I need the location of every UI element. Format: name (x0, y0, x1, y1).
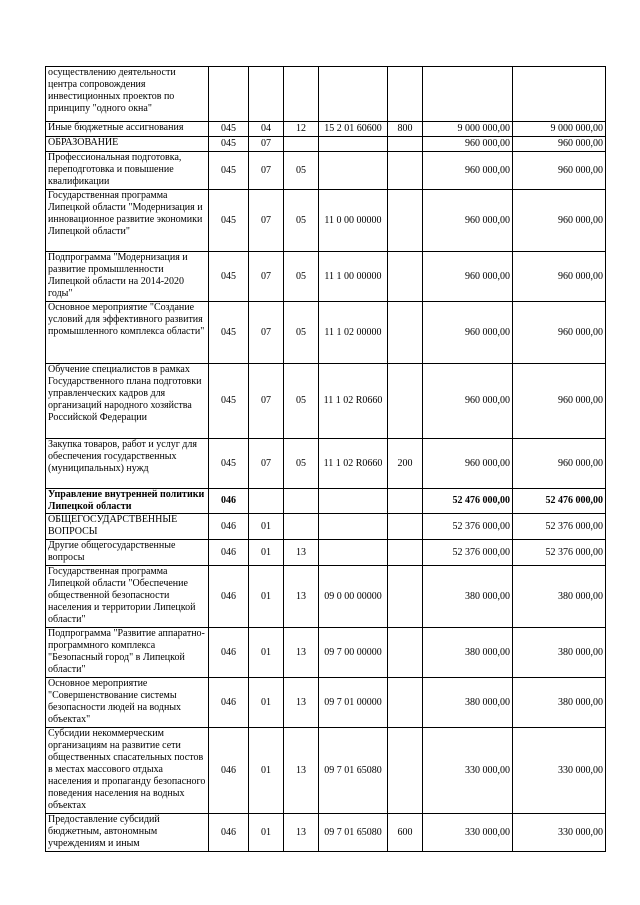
row-name: Основное мероприятие "Совершенствование системы безопасности людей на водных объектах" (46, 678, 209, 728)
row-csr: 11 1 00 00000 (319, 252, 388, 302)
row-sum1 (423, 67, 513, 122)
row-vr (388, 566, 423, 628)
row-pr: 05 (284, 252, 319, 302)
table-row (46, 514, 606, 540)
row-sum2: 380 000,00 (513, 628, 606, 678)
row-ved: 046 (209, 814, 249, 852)
table-row (46, 67, 606, 122)
budget-table (45, 66, 606, 852)
row-pr: 13 (284, 566, 319, 628)
table-row (46, 439, 606, 489)
row-csr: 11 1 02 R0660 (319, 439, 388, 489)
table-row (46, 302, 606, 364)
row-csr: 09 7 01 00000 (319, 678, 388, 728)
row-pr (284, 514, 319, 540)
table-row (46, 489, 606, 514)
row-sum2: 380 000,00 (513, 678, 606, 728)
row-vr (388, 190, 423, 252)
row-ved: 046 (209, 566, 249, 628)
row-name: Субсидии некоммерческим организациям на развитие сети общественных спасательных постов в местах массового отдыха населения и пропаганду безопасного поведения населения на водных объектах (46, 728, 209, 814)
row-name: осуществлению деятельности центра сопровождения инвестиционных проектов по принципу "одного окна" (46, 67, 209, 122)
row-name: Обучение специалистов в рамках Государственного плана подготовки управленческих кадров для организаций народного хозяйства Российской Федерации (46, 364, 209, 439)
table-row (46, 252, 606, 302)
row-pr: 05 (284, 152, 319, 190)
row-ved: 045 (209, 137, 249, 152)
row-csr: 09 7 01 65080 (319, 814, 388, 852)
row-pr: 13 (284, 814, 319, 852)
row-rz: 01 (249, 628, 284, 678)
row-name: Предоставление субсидий бюджетным, автономным учреждениям и иным (46, 814, 209, 852)
row-vr (388, 152, 423, 190)
row-sum1: 960 000,00 (423, 152, 513, 190)
table-row (46, 566, 606, 628)
row-sum1: 330 000,00 (423, 728, 513, 814)
row-pr: 13 (284, 628, 319, 678)
row-sum1: 330 000,00 (423, 814, 513, 852)
row-pr: 05 (284, 302, 319, 364)
row-rz (249, 489, 284, 514)
row-ved: 046 (209, 728, 249, 814)
row-sum2: 330 000,00 (513, 728, 606, 814)
row-csr: 09 7 01 65080 (319, 728, 388, 814)
row-name: Иные бюджетные ассигнования (46, 122, 209, 137)
table-row (46, 540, 606, 566)
table-row (46, 122, 606, 137)
row-vr (388, 489, 423, 514)
table-row (46, 628, 606, 678)
row-sum2: 330 000,00 (513, 814, 606, 852)
row-sum2 (513, 67, 606, 122)
row-csr: 11 0 00 00000 (319, 190, 388, 252)
row-pr: 13 (284, 728, 319, 814)
row-name: Управление внутренней политики Липецкой области (46, 489, 209, 514)
row-rz: 07 (249, 439, 284, 489)
row-vr: 200 (388, 439, 423, 489)
row-sum2: 52 376 000,00 (513, 540, 606, 566)
row-ved: 046 (209, 514, 249, 540)
row-name: Профессиональная подготовка, переподготовка и повышение квалификации (46, 152, 209, 190)
row-sum1: 52 376 000,00 (423, 540, 513, 566)
row-rz (249, 67, 284, 122)
row-rz: 01 (249, 540, 284, 566)
row-sum1: 960 000,00 (423, 364, 513, 439)
row-name: ОБРАЗОВАНИЕ (46, 137, 209, 152)
row-sum2: 960 000,00 (513, 364, 606, 439)
row-rz: 04 (249, 122, 284, 137)
row-pr (284, 489, 319, 514)
row-ved: 045 (209, 122, 249, 137)
row-pr: 05 (284, 364, 319, 439)
row-vr (388, 364, 423, 439)
row-ved: 046 (209, 489, 249, 514)
row-ved: 046 (209, 540, 249, 566)
row-csr: 09 7 00 00000 (319, 628, 388, 678)
row-rz: 07 (249, 252, 284, 302)
row-vr (388, 678, 423, 728)
row-sum1: 960 000,00 (423, 302, 513, 364)
row-name: Закупка товаров, работ и услуг для обеспечения государственных (муниципальных) нужд (46, 439, 209, 489)
row-csr (319, 137, 388, 152)
row-vr: 600 (388, 814, 423, 852)
row-rz: 07 (249, 302, 284, 364)
row-csr: 15 2 01 60600 (319, 122, 388, 137)
row-pr: 12 (284, 122, 319, 137)
row-csr: 11 1 02 R0660 (319, 364, 388, 439)
table-row (46, 728, 606, 814)
row-ved (209, 67, 249, 122)
row-csr (319, 489, 388, 514)
row-vr (388, 628, 423, 678)
row-csr: 11 1 02 00000 (319, 302, 388, 364)
row-sum1: 960 000,00 (423, 439, 513, 489)
row-ved: 046 (209, 628, 249, 678)
row-rz: 01 (249, 814, 284, 852)
table-row (46, 678, 606, 728)
table-row (46, 137, 606, 152)
table-row (46, 364, 606, 439)
row-pr: 13 (284, 540, 319, 566)
row-name: Государственная программа Липецкой области "Обеспечение общественной безопасности населения и территории Липецкой области" (46, 566, 209, 628)
row-pr: 13 (284, 678, 319, 728)
table-row (46, 152, 606, 190)
row-ved: 046 (209, 678, 249, 728)
row-sum2: 9 000 000,00 (513, 122, 606, 137)
row-pr: 05 (284, 190, 319, 252)
row-rz: 01 (249, 566, 284, 628)
row-vr (388, 137, 423, 152)
row-sum1: 52 476 000,00 (423, 489, 513, 514)
row-name: Подпрограмма "Модернизация и развитие промышленности Липецкой области на 2014-2020 годы" (46, 252, 209, 302)
row-rz: 01 (249, 728, 284, 814)
row-ved: 045 (209, 302, 249, 364)
row-sum1: 960 000,00 (423, 190, 513, 252)
row-sum1: 380 000,00 (423, 628, 513, 678)
row-vr (388, 728, 423, 814)
row-csr (319, 152, 388, 190)
row-csr (319, 514, 388, 540)
row-vr (388, 252, 423, 302)
row-rz: 07 (249, 364, 284, 439)
row-sum2: 960 000,00 (513, 302, 606, 364)
row-ved: 045 (209, 439, 249, 489)
row-ved: 045 (209, 190, 249, 252)
row-sum2: 960 000,00 (513, 252, 606, 302)
row-vr (388, 514, 423, 540)
row-sum2: 960 000,00 (513, 137, 606, 152)
row-rz: 07 (249, 190, 284, 252)
row-vr: 800 (388, 122, 423, 137)
row-name: ОБЩЕГОСУДАРСТВЕННЫЕ ВОПРОСЫ (46, 514, 209, 540)
row-csr (319, 540, 388, 566)
table-row (46, 814, 606, 852)
row-rz: 07 (249, 152, 284, 190)
row-vr (388, 67, 423, 122)
row-ved: 045 (209, 364, 249, 439)
row-sum2: 52 376 000,00 (513, 514, 606, 540)
row-sum2: 960 000,00 (513, 439, 606, 489)
row-rz: 07 (249, 137, 284, 152)
row-sum1: 380 000,00 (423, 566, 513, 628)
row-name: Подпрограмма "Развитие аппаратно-программного комплекса "Безопасный город" в Липецкой области" (46, 628, 209, 678)
row-vr (388, 540, 423, 566)
row-pr (284, 137, 319, 152)
row-sum1: 52 376 000,00 (423, 514, 513, 540)
row-name: Основное мероприятие "Создание условий для эффективного развития промышленного комплекса области" (46, 302, 209, 364)
row-sum2: 960 000,00 (513, 152, 606, 190)
row-sum2: 960 000,00 (513, 190, 606, 252)
row-sum1: 380 000,00 (423, 678, 513, 728)
row-sum2: 380 000,00 (513, 566, 606, 628)
row-sum1: 960 000,00 (423, 252, 513, 302)
row-csr (319, 67, 388, 122)
row-rz: 01 (249, 678, 284, 728)
row-csr: 09 0 00 00000 (319, 566, 388, 628)
row-name: Государственная программа Липецкой области "Модернизация и инновационное развитие экономики Липецкой области" (46, 190, 209, 252)
row-rz: 01 (249, 514, 284, 540)
row-ved: 045 (209, 252, 249, 302)
row-name: Другие общегосударственные вопросы (46, 540, 209, 566)
row-sum1: 9 000 000,00 (423, 122, 513, 137)
table-row (46, 190, 606, 252)
row-sum1: 960 000,00 (423, 137, 513, 152)
row-pr (284, 67, 319, 122)
row-sum2: 52 476 000,00 (513, 489, 606, 514)
row-pr: 05 (284, 439, 319, 489)
row-vr (388, 302, 423, 364)
row-ved: 045 (209, 152, 249, 190)
